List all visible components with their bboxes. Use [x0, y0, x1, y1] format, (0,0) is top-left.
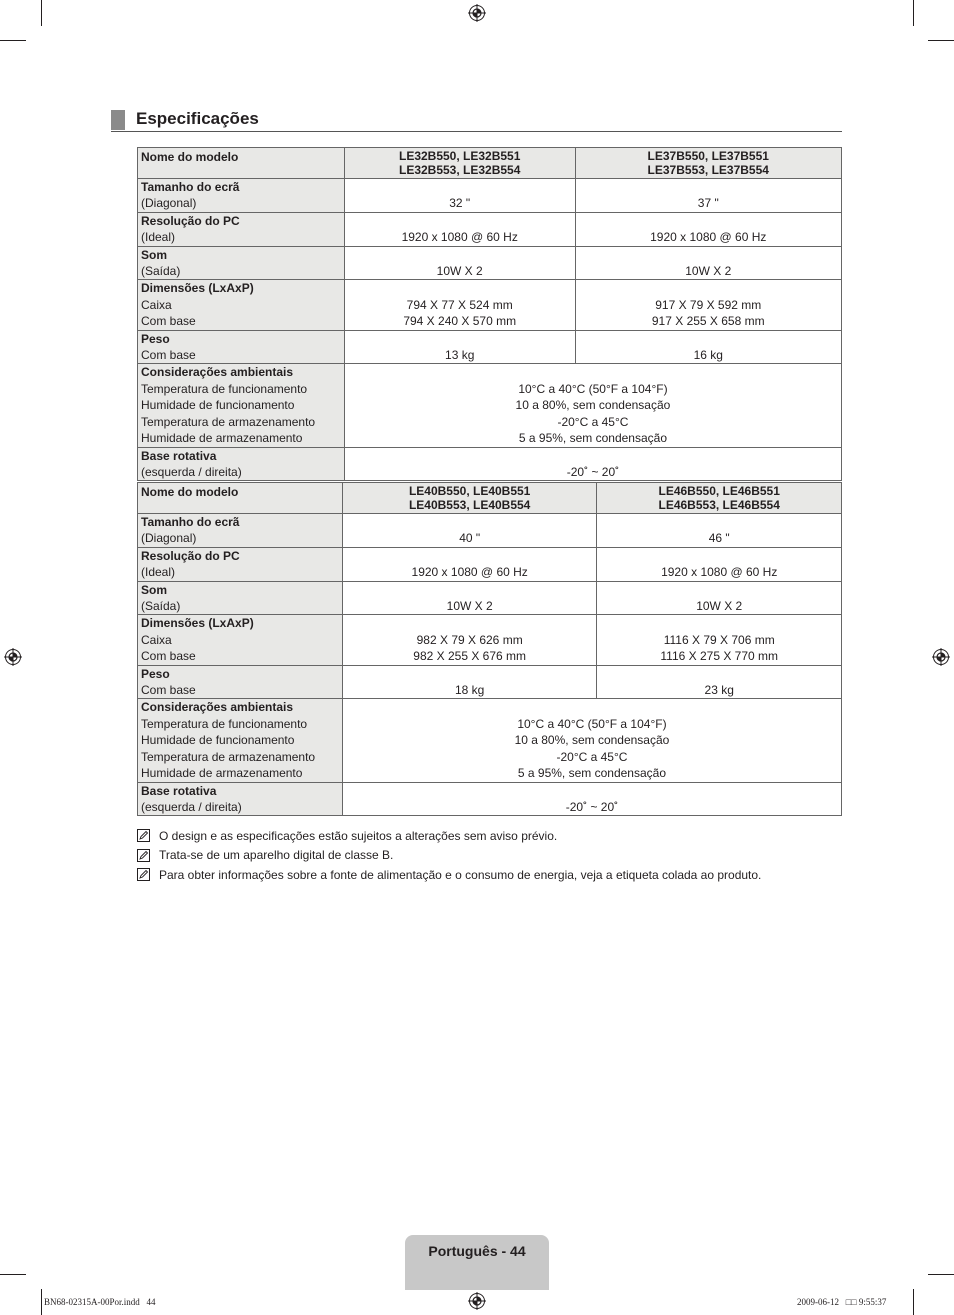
value-cell: 16 kg: [575, 330, 842, 364]
model-cell: LE37B550, LE37B551 LE37B553, LE37B554: [575, 148, 842, 179]
note-icon: [137, 829, 150, 842]
crop-mark: [913, 1289, 914, 1315]
table-row: [138, 364, 842, 447]
row-label: Nome do modelo: [138, 483, 343, 514]
value-cell: -20˚ ~ 20˚: [344, 447, 841, 481]
value-cell: 10W X 2: [342, 581, 597, 615]
value-cell: 1116 X 79 X 706 mm 1116 X 275 X 770 mm: [597, 615, 842, 665]
value-cell: 10W X 2: [575, 246, 842, 280]
value-cell: 40 ": [342, 514, 597, 548]
value-cell: -20˚ ~ 20˚: [342, 782, 841, 816]
heading-bar: [111, 110, 125, 130]
registration-mark-icon: [468, 1292, 486, 1310]
list-item: [137, 846, 761, 866]
value-cell: 1920 x 1080 @ 60 Hz: [344, 212, 575, 246]
row-label: Resolução do PC (Ideal): [138, 547, 343, 581]
footer-date: 2009-06-12 □□ 9:55:37: [797, 1297, 887, 1307]
note-text: Para obter informações sobre a fonte de alimentação e o consumo de energia, veja a etiqueta colada ao produto.: [159, 867, 762, 882]
table-row: [138, 699, 842, 782]
row-label: Som (Saída): [138, 246, 345, 280]
table-row: [138, 483, 842, 514]
list-item: [137, 826, 761, 846]
value-cell: 37 ": [575, 179, 842, 213]
crop-mark: [913, 0, 914, 26]
table-row: [138, 179, 842, 213]
crop-mark: [41, 0, 42, 26]
table-row: [138, 447, 842, 481]
registration-mark-icon: [468, 4, 486, 22]
value-cell: 10W X 2: [344, 246, 575, 280]
value-cell: 1920 x 1080 @ 60 Hz: [575, 212, 842, 246]
page-title: Especificações: [136, 109, 259, 128]
crop-mark: [928, 1274, 954, 1275]
value-cell: 18 kg: [342, 665, 597, 699]
row-label: Peso Com base: [138, 330, 345, 364]
table-row: [138, 246, 842, 280]
footer-file: BN68-02315A-00Por.indd 44: [44, 1297, 156, 1307]
value-cell: 46 ": [597, 514, 842, 548]
model-cell: LE40B550, LE40B551 LE40B553, LE40B554: [342, 483, 597, 514]
notes-list: [137, 826, 761, 885]
value-cell: 10°C a 40°C (50°F a 104°F) 10 a 80%, sem condensação -20°C a 45°C 5 a 95%, sem condensação: [344, 364, 841, 447]
note-text: Trata-se de um aparelho digital de classe B.: [159, 848, 394, 863]
value-cell: 10°C a 40°C (50°F a 104°F) 10 a 80%, sem condensação -20°C a 45°C 5 a 95%, sem condensação: [342, 699, 841, 782]
row-label: Tamanho do ecrã (Diagonal): [138, 514, 343, 548]
section-heading: [111, 108, 842, 132]
table-row: [138, 782, 842, 816]
crop-mark: [0, 1274, 26, 1275]
value-cell: 917 X 79 X 592 mm 917 X 255 X 658 mm: [575, 280, 842, 330]
spec-table-2: [137, 482, 842, 816]
row-label: Dimensões (LxAxP) Caixa Com base: [138, 280, 345, 330]
note-icon: [137, 849, 150, 862]
value-cell: 32 ": [344, 179, 575, 213]
crop-mark: [41, 1289, 42, 1315]
value-cell: 982 X 79 X 626 mm 982 X 255 X 676 mm: [342, 615, 597, 665]
crop-mark: [928, 40, 954, 41]
page-number-tab: [405, 1235, 549, 1290]
row-label: Nome do modelo: [138, 148, 345, 179]
spec-table-1: [137, 147, 842, 481]
note-text: O design e as especificações estão sujeitos a alterações sem aviso prévio.: [159, 828, 558, 843]
list-item: [137, 865, 761, 885]
row-label: Base rotativa (esquerda / direita): [138, 782, 343, 816]
heading-rule: [111, 131, 842, 132]
table-row: [138, 514, 842, 548]
value-cell: 794 X 77 X 524 mm 794 X 240 X 570 mm: [344, 280, 575, 330]
table-row: [138, 148, 842, 179]
value-cell: 1920 x 1080 @ 60 Hz: [342, 547, 597, 581]
value-cell: 23 kg: [597, 665, 842, 699]
table-row: [138, 280, 842, 330]
model-cell: LE46B550, LE46B551 LE46B553, LE46B554: [597, 483, 842, 514]
row-label: Base rotativa (esquerda / direita): [138, 447, 345, 481]
value-cell: 10W X 2: [597, 581, 842, 615]
page-number: Português - 44: [428, 1243, 526, 1259]
table-row: [138, 330, 842, 364]
registration-mark-icon: [932, 648, 950, 666]
row-label: Considerações ambientais Temperatura de funcionamento Humidade de funcionamento Temperatura de armazenamento Humidade de armazenamento: [138, 699, 343, 782]
row-label: Peso Com base: [138, 665, 343, 699]
note-icon: [137, 868, 150, 881]
table-row: [138, 615, 842, 665]
row-label: Tamanho do ecrã (Diagonal): [138, 179, 345, 213]
row-label: Dimensões (LxAxP) Caixa Com base: [138, 615, 343, 665]
row-label: Resolução do PC (Ideal): [138, 212, 345, 246]
table-row: [138, 547, 842, 581]
table-row: [138, 212, 842, 246]
row-label: Som (Saída): [138, 581, 343, 615]
crop-mark: [0, 40, 26, 41]
table-row: [138, 665, 842, 699]
registration-mark-icon: [4, 648, 22, 666]
value-cell: 13 kg: [344, 330, 575, 364]
model-cell: LE32B550, LE32B551 LE32B553, LE32B554: [344, 148, 575, 179]
value-cell: 1920 x 1080 @ 60 Hz: [597, 547, 842, 581]
row-label: Considerações ambientais Temperatura de funcionamento Humidade de funcionamento Temperatura de armazenamento Humidade de armazenamento: [138, 364, 345, 447]
table-row: [138, 581, 842, 615]
